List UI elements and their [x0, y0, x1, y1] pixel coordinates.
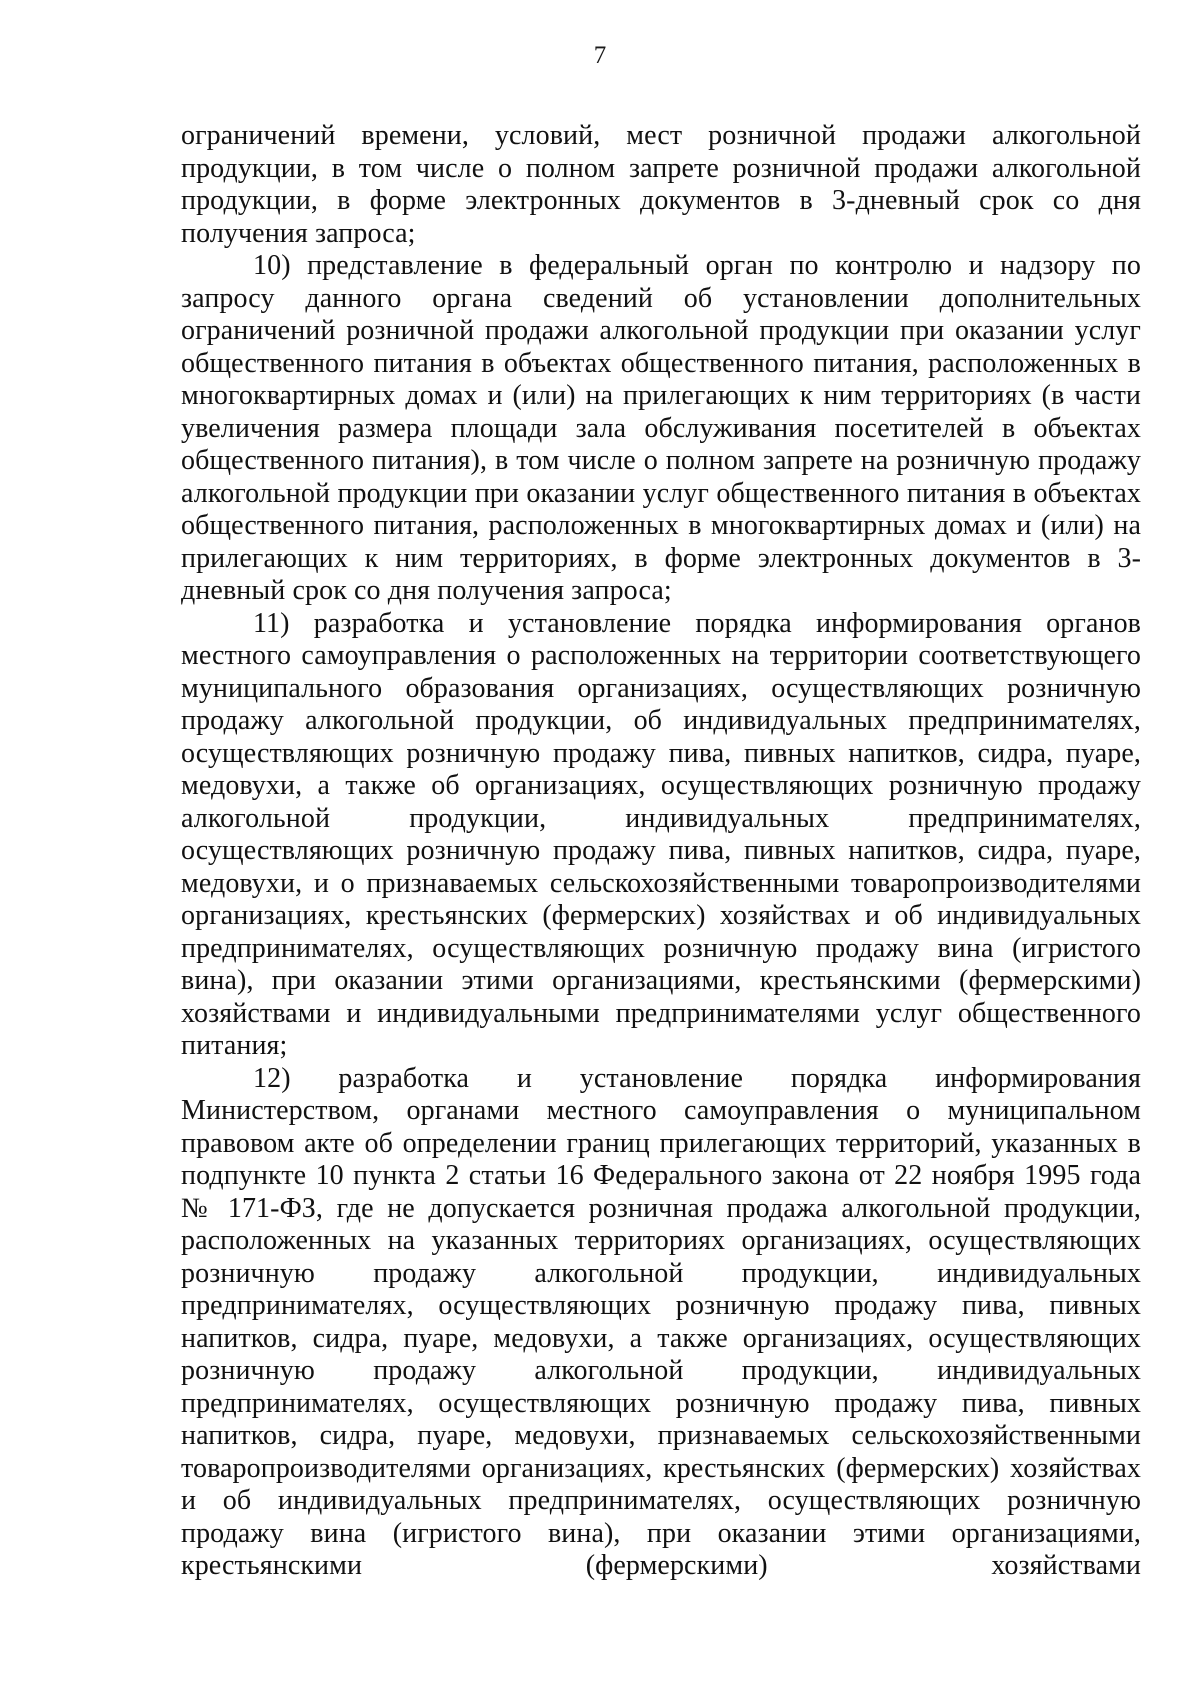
paragraph-continuation: ограничений времени, условий, мест розничной продажи алкогольной продукции, в том числе о полном запрете розничной продажи алкогольной продукции, в форме электронных документов в 3-дневный срок со дня получения запроса;: [181, 120, 1141, 249]
document-body: [181, 120, 1141, 1583]
paragraph-item-10: 10) представление в федеральный орган по контролю и надзору по запросу данного органа сведений об установлении дополнительных ограничений розничной продажи алкогольной продукции при оказании услуг общественного питания в объектах общественного питания, расположенных в многоквартирных домах и (или) на прилегающих к ним территориях (в части увеличения размера площади зала обслуживания посетителей в объектах общественного питания), в том числе о полном запрете на розничную продажу алкогольной продукции при оказании услуг общественного питания в объектах общественного питания, расположенных в многоквартирных домах и (или) на прилегающих к ним территориях, в форме электронных документов в 3-дневный срок со дня получения запроса;: [181, 250, 1141, 606]
page-number: 7: [593, 42, 607, 69]
paragraph-item-12: 12) разработка и установление порядка информирования Министерством, органами местного самоуправления о муниципальном правовом акте об определении границ прилегающих территорий, указанных в подпункте 10 пункта 2 статьи 16 Федерального закона от 22 ноября 1995 года № 171-ФЗ, где не допускается розничная продажа алкогольной продукции, расположенных на указанных территориях организациях, осуществляющих розничную продажу алкогольной продукции, индивидуальных предпринимателях, осуществляющих розничную продажу пива, пивных напитков, сидра, пуаре, медовухи, а также организациях, осуществляющих розничную продажу алкогольной продукции, индивидуальных предпринимателях, осуществляющих розничную продажу пива, пивных напитков, сидра, пуаре, медовухи, признаваемых сельскохозяйственными товаропроизводителями организациях, крестьянских (фермерских) хозяйствах и об индивидуальных предпринимателях, осуществляющих розничную продажу вина (игристого вина), при оказании этими организациями, крестьянскими (фермерскими) хозяйствами: [181, 1062, 1141, 1581]
paragraph-item-11: 11) разработка и установление порядка информирования органов местного самоуправления о расположенных на территории соответствующего муниципального образования организациях, осуществляющих розничную продажу алкогольной продукции, об индивидуальных предпринимателях, осуществляющих розничную продажу пива, пивных напитков, сидра, пуаре, медовухи, а также об организациях, осуществляющих розничную продажу алкогольной продукции, индивидуальных предпринимателях, осуществляющих розничную продажу пива, пивных напитков, сидра, пуаре, медовухи, и о признаваемых сельскохозяйственными товаропроизводителями организациях, крестьянских (фермерских) хозяйствах и об индивидуальных предпринимателях, осуществляющих розничную продажу вина (игристого вина), при оказании этими организациями, крестьянскими (фермерскими) хозяйствами и индивидуальными предпринимателями услуг общественного питания;: [181, 607, 1141, 1061]
